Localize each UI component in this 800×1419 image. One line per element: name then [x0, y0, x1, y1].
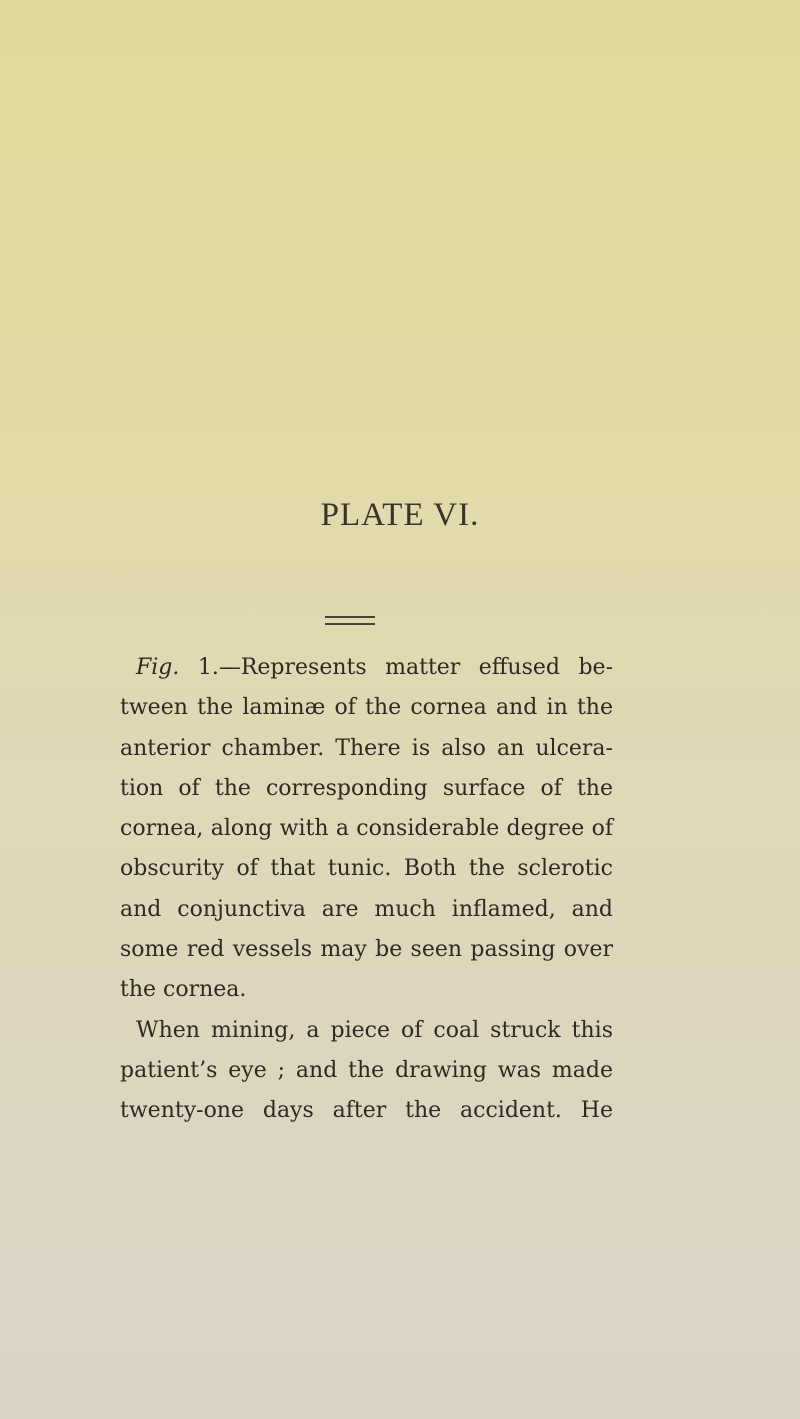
plate-title: PLATE VI. [320, 497, 480, 533]
text-line: When mining, a piece of coal struck this [136, 1017, 613, 1043]
text-line: some red vessels may be seen passing over [120, 937, 613, 963]
body-text [120, 648, 613, 1132]
title-rule-bottom [325, 623, 375, 625]
title-rule-top [325, 616, 375, 618]
text-line: patient’s eye ; and the drawing was made [120, 1057, 613, 1083]
text-line: the cornea. [120, 977, 247, 1003]
text-line: obscurity of that tunic. Both the sclerotic [120, 856, 613, 882]
text-line: anterior chamber. There is also an ulcera- [120, 735, 613, 761]
text-line: Fig. 1.—Represents matter effused be- [136, 655, 613, 680]
text-line: twenty-one days after the accident. He [120, 1098, 613, 1124]
paragraph-fig-1 [120, 648, 613, 1011]
text-line: and conjunctiva are much inflamed, and [120, 896, 613, 922]
fig-label: Fig. [136, 655, 180, 680]
text-line: tion of the corresponding surface of the [120, 775, 613, 801]
text-line: tween the laminæ of the cornea and in the [120, 695, 613, 721]
text-line: cornea, along with a considerable degree of [120, 816, 613, 842]
paragraph-case-history [120, 1011, 613, 1132]
